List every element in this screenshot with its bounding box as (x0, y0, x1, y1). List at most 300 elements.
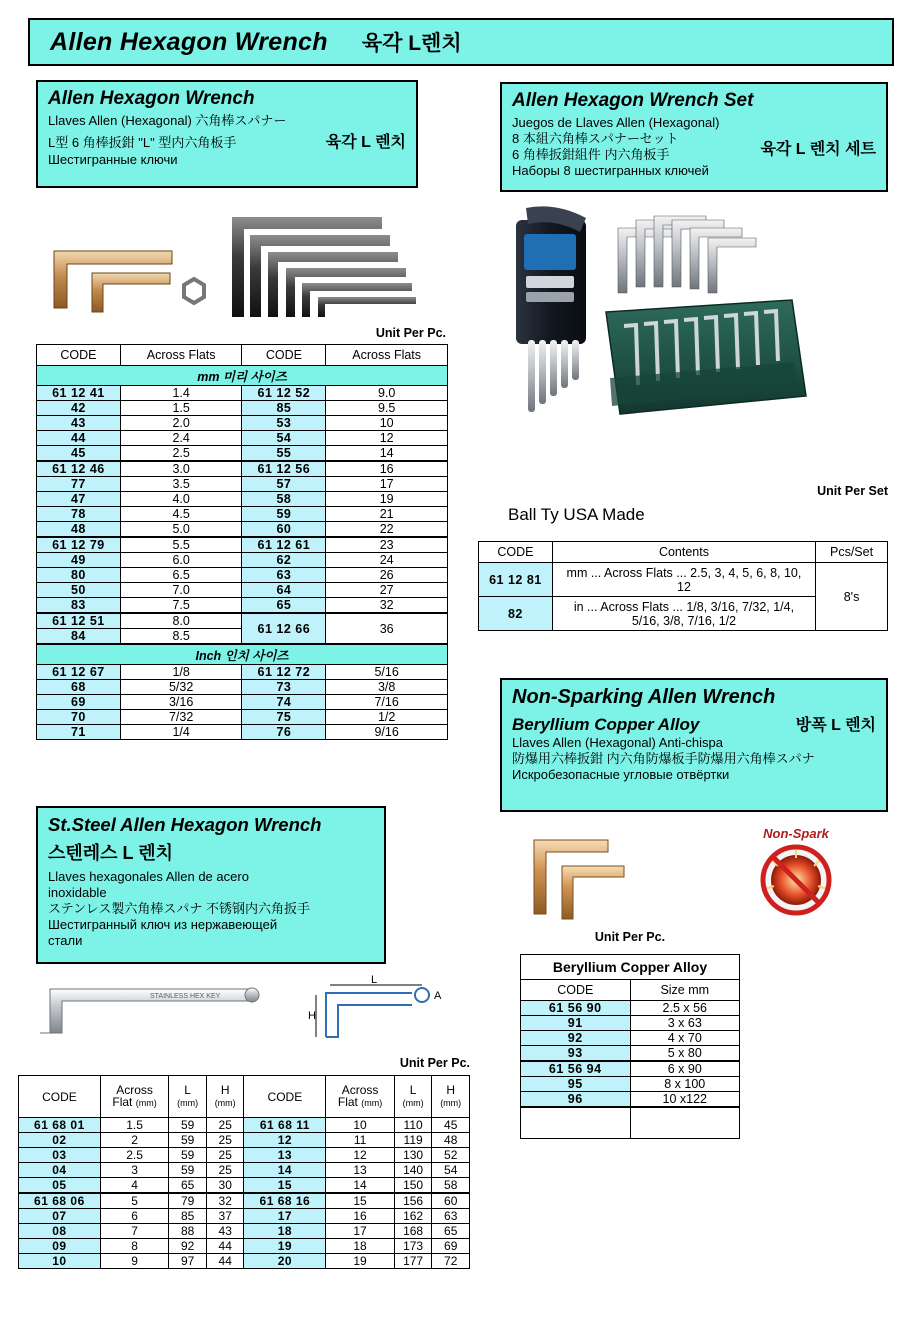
table-row (37, 522, 448, 538)
band-inch: Inch 인치 사이즈 (37, 644, 448, 665)
cell-code: 61 12 46 (37, 461, 121, 477)
cell-af: 2.5 (100, 1148, 169, 1163)
cell-l: 156 (394, 1193, 432, 1209)
st-steel-sub-1: Llaves hexagonales Allen de acero (48, 869, 249, 884)
cell-h: 32 (206, 1193, 244, 1209)
cell-value: 16 (326, 461, 448, 477)
cell-code: 95 (521, 1077, 631, 1092)
cell-code: 77 (37, 477, 121, 492)
cell-code: 57 (242, 477, 326, 492)
cell-h: 58 (432, 1178, 470, 1194)
cell-af: 16 (326, 1209, 395, 1224)
cell-code: 62 (242, 553, 326, 568)
st-steel-heading: St.Steel Allen Hexagon Wrench (48, 814, 322, 835)
cell-l: 79 (169, 1193, 207, 1209)
th-code: CODE (479, 542, 553, 563)
cell-l: 140 (394, 1163, 432, 1178)
cell-h: 44 (206, 1239, 244, 1254)
table-row (19, 1239, 470, 1254)
cell-code: 70 (37, 710, 121, 725)
th-code-left: CODE (19, 1076, 101, 1118)
cell-af: 8 (100, 1239, 169, 1254)
cell-code: 59 (242, 507, 326, 522)
cell-af: 10 (326, 1118, 395, 1133)
cell-code: 45 (37, 446, 121, 462)
cell-l: 168 (394, 1224, 432, 1239)
table-row (521, 1016, 740, 1031)
cell-l: 59 (169, 1133, 207, 1148)
cell-code: 14 (244, 1163, 326, 1178)
table-row (37, 583, 448, 598)
allen-wrench-korean: 육각 L 렌치 (325, 134, 406, 151)
page-title-korean: 육각 L렌치 (361, 32, 462, 55)
cell-code: 93 (521, 1046, 631, 1062)
cell-value: 36 (326, 613, 448, 644)
cell-h: 54 (432, 1163, 470, 1178)
table-row (19, 1118, 470, 1133)
th-size: Size mm (630, 980, 739, 1001)
cell-code: 78 (37, 507, 121, 522)
cell-code: 61 12 61 (242, 537, 326, 553)
cell-value: 1.4 (120, 386, 242, 401)
th-af-right: Across Flats (326, 345, 448, 366)
cell-value: 7/16 (326, 695, 448, 710)
cell-code: 96 (521, 1092, 631, 1108)
cell-value: 7.0 (120, 583, 242, 598)
cell-h: 25 (206, 1148, 244, 1163)
cell-code: 76 (242, 725, 326, 740)
cell-code: 61 68 16 (244, 1193, 326, 1209)
allen-wrench-illustration (36, 195, 436, 325)
cell-size: 2.5 x 56 (630, 1001, 739, 1016)
table-row (19, 1193, 470, 1209)
cell-code: 92 (521, 1031, 631, 1046)
table-row (37, 492, 448, 507)
cell-h: 72 (432, 1254, 470, 1269)
band-mm-row (37, 366, 448, 386)
table-row (37, 665, 448, 680)
cell-code: 74 (242, 695, 326, 710)
cell-code: 61 68 11 (244, 1118, 326, 1133)
cell-code: 85 (242, 401, 326, 416)
cell-value: 1.5 (120, 401, 242, 416)
cell-size: 10 x122 (630, 1092, 739, 1108)
table-row (521, 1077, 740, 1092)
cell-l: 59 (169, 1148, 207, 1163)
cell-value: 1/8 (120, 665, 242, 680)
cell-value: 7.5 (120, 598, 242, 614)
cell-code: 20 (244, 1254, 326, 1269)
cell-value: 24 (326, 553, 448, 568)
cell-code: 91 (521, 1016, 631, 1031)
th-code-right: CODE (244, 1076, 326, 1118)
cell-code: 61 12 56 (242, 461, 326, 477)
cell-h: 44 (206, 1254, 244, 1269)
cell-value: 22 (326, 522, 448, 538)
cell-code: 55 (242, 446, 326, 462)
cell-value: 8.5 (120, 629, 242, 645)
cell-code: 19 (244, 1239, 326, 1254)
st-steel-unit-label: Unit Per Pc. (399, 1056, 470, 1070)
cell-code: 61 12 51 (37, 613, 121, 629)
cell-size: 5 x 80 (630, 1046, 739, 1062)
cell-code: 61 12 79 (37, 537, 121, 553)
table-row-spacer (521, 1107, 740, 1139)
th-code-left: CODE (37, 345, 121, 366)
ball-type-caption: Ball Ty USA Made (508, 505, 645, 524)
allen-wrench-heading: Allen Hexagon Wrench (48, 88, 255, 109)
table-row (521, 1031, 740, 1046)
table-row (37, 680, 448, 695)
cell-value: 19 (326, 492, 448, 507)
cell-h: 69 (432, 1239, 470, 1254)
cell-h: 25 (206, 1163, 244, 1178)
table-header-row (37, 345, 448, 366)
cell-code: 61 68 06 (19, 1193, 101, 1209)
cell-value: 3/8 (326, 680, 448, 695)
table-row (37, 416, 448, 431)
cell-value: 9.5 (326, 401, 448, 416)
cell-code: 61 12 67 (37, 665, 121, 680)
cell-l: 130 (394, 1148, 432, 1163)
table-row (37, 710, 448, 725)
cell-code: 10 (19, 1254, 101, 1269)
cell-value: 5/32 (120, 680, 242, 695)
th-acrossflat-right: Across Flat (mm) (326, 1076, 395, 1118)
cell-l: 65 (169, 1178, 207, 1194)
table-row (37, 725, 448, 740)
cell-code: 61 68 01 (19, 1118, 101, 1133)
cell-code: 05 (19, 1178, 101, 1194)
cell-code: 60 (242, 522, 326, 538)
allen-wrench-sub-2: L型 6 角棒扳鉗 "L" 型内六角板手 (48, 135, 237, 150)
cell-h: 52 (432, 1148, 470, 1163)
cell-h: 65 (432, 1224, 470, 1239)
cell-value: 5.0 (120, 522, 242, 538)
st-steel-heading-box (36, 806, 386, 964)
cell-l: 162 (394, 1209, 432, 1224)
cell-code: 17 (244, 1209, 326, 1224)
bca-table-title: Beryllium Copper Alloy (521, 955, 740, 980)
cell-af: 6 (100, 1209, 169, 1224)
st-steel-korean: 스텐레스 L 렌치 (48, 843, 173, 863)
cell-code: 08 (19, 1224, 101, 1239)
cell-code: 69 (37, 695, 121, 710)
non-sparking-korean: 방폭 L 렌치 (795, 717, 876, 734)
cell-code: 44 (37, 431, 121, 446)
table-row (37, 537, 448, 553)
wrench-set-heading-box (500, 82, 888, 192)
cell-code: 42 (37, 401, 121, 416)
cell-l: 97 (169, 1254, 207, 1269)
cell-code: 12 (244, 1133, 326, 1148)
cell-code: 61 12 66 (242, 613, 326, 644)
cell-l: 85 (169, 1209, 207, 1224)
cell-h: 25 (206, 1118, 244, 1133)
wrench-set-sub-3: 6 角棒扳鉗組件 内六角板手 (512, 147, 670, 162)
cell-l: 59 (169, 1163, 207, 1178)
wrench-set-sub-2: 8 本組六角棒スパナーセット (512, 131, 679, 146)
cell-l: 150 (394, 1178, 432, 1194)
cell-value: 1/4 (120, 725, 242, 740)
cell-value: 3.5 (120, 477, 242, 492)
cell-code: 53 (242, 416, 326, 431)
cell-h: 43 (206, 1224, 244, 1239)
cell-code: 61 56 90 (521, 1001, 631, 1016)
th-pcs: Pcs/Set (816, 542, 888, 563)
svg-text:L: L (370, 975, 378, 986)
cell-code: 03 (19, 1148, 101, 1163)
cell-code: 61 56 94 (521, 1061, 631, 1077)
cell-value: 21 (326, 507, 448, 522)
th-code-right: CODE (242, 345, 326, 366)
cell-code: 04 (19, 1163, 101, 1178)
allen-wrench-sub-3: Шестигранные ключи (48, 152, 178, 167)
table-row (37, 461, 448, 477)
cell-code: 84 (37, 629, 121, 645)
table-row (521, 1092, 740, 1108)
allen-wrench-heading-box (36, 80, 418, 188)
allen-wrench-sub-1: Llaves Allen (Hexagonal) 六角棒スパナー (48, 113, 287, 128)
cell-value: 5/16 (326, 665, 448, 680)
cell-value: 2.4 (120, 431, 242, 446)
cell-value: 9/16 (326, 725, 448, 740)
cell-value: 32 (326, 598, 448, 614)
wrench-set-table (478, 541, 888, 631)
cell-af: 9 (100, 1254, 169, 1269)
cell-value: 27 (326, 583, 448, 598)
cell-size: 3 x 63 (630, 1016, 739, 1031)
table-row (37, 386, 448, 401)
cell-code: 15 (244, 1178, 326, 1194)
th-l-left: L (mm) (169, 1076, 207, 1118)
table-row (37, 598, 448, 614)
cell-h: 48 (432, 1133, 470, 1148)
cell-h: 45 (432, 1118, 470, 1133)
cell-code: 47 (37, 492, 121, 507)
th-acrossflat-left: Across Flat (mm) (100, 1076, 169, 1118)
cell-value: 4.5 (120, 507, 242, 522)
cell-value: 23 (326, 537, 448, 553)
wrench-set-korean: 육각 L 렌치 세트 (760, 140, 876, 158)
table-row (37, 553, 448, 568)
th-af-left: Across Flats (120, 345, 242, 366)
table-row (37, 446, 448, 462)
cell-value: 26 (326, 568, 448, 583)
cell-value: 2.5 (120, 446, 242, 462)
cell-code: 13 (244, 1148, 326, 1163)
cell-af: 15 (326, 1193, 395, 1209)
svg-text:A: A (434, 990, 442, 1002)
cell-code: 07 (19, 1209, 101, 1224)
cell-code: 64 (242, 583, 326, 598)
st-steel-sub-4: Шестигранный ключ из нержавеющей (48, 917, 278, 932)
non-sparking-heading: Non-Sparking Allen Wrench (512, 686, 776, 708)
cell-value: 7/32 (120, 710, 242, 725)
th-h-left: H (mm) (206, 1076, 244, 1118)
table-row (37, 431, 448, 446)
cell-code: 63 (242, 568, 326, 583)
cell-size: 4 x 70 (630, 1031, 739, 1046)
non-sparking-subheading: Beryllium Copper Alloy (512, 715, 700, 734)
cell-code: 82 (479, 597, 553, 631)
cell-value: 12 (326, 431, 448, 446)
cell-code: 18 (244, 1224, 326, 1239)
cell-value: 6.0 (120, 553, 242, 568)
cell-size: 6 x 90 (630, 1061, 739, 1077)
svg-text:H: H (308, 1010, 316, 1022)
st-steel-sub-5: стали (48, 933, 83, 948)
table-header-row (19, 1076, 470, 1118)
table-row (521, 1001, 740, 1016)
cell-l: 173 (394, 1239, 432, 1254)
cell-af: 11 (326, 1133, 395, 1148)
table-row (37, 613, 448, 629)
cell-code: 61 12 41 (37, 386, 121, 401)
cell-af: 18 (326, 1239, 395, 1254)
cell-code: 83 (37, 598, 121, 614)
page-title-bar (28, 18, 894, 66)
non-sparking-unit-label: Unit Per Pc. (594, 930, 666, 944)
cell-code: 61 12 81 (479, 563, 553, 597)
st-steel-illustration (30, 975, 470, 1055)
table-row (19, 1254, 470, 1269)
cell-af: 7 (100, 1224, 169, 1239)
cell-code: 58 (242, 492, 326, 507)
cell-code: 68 (37, 680, 121, 695)
table-title-row (521, 955, 740, 980)
cell-af: 19 (326, 1254, 395, 1269)
page-title: Allen Hexagon Wrench (50, 27, 328, 56)
table-row (37, 507, 448, 522)
cell-code: 49 (37, 553, 121, 568)
cell-value: 9.0 (326, 386, 448, 401)
set-unit-label: Unit Per Set (817, 484, 888, 498)
table-row (37, 477, 448, 492)
cell-value: 10 (326, 416, 448, 431)
table-row (521, 1061, 740, 1077)
cell-l: 119 (394, 1133, 432, 1148)
th-contents: Contents (552, 542, 815, 563)
band-mm: mm 미리 사이즈 (37, 366, 448, 386)
table-header-row (521, 980, 740, 1001)
table-row (19, 1163, 470, 1178)
cell-code: 73 (242, 680, 326, 695)
wrench-set-heading: Allen Hexagon Wrench Set (512, 90, 754, 111)
cell-code: 09 (19, 1239, 101, 1254)
table-row (19, 1178, 470, 1194)
st-steel-sub-2: inoxidable (48, 885, 107, 900)
cell-l: 92 (169, 1239, 207, 1254)
cell-value: 6.5 (120, 568, 242, 583)
cell-contents: mm ... Across Flats ... 2.5, 3, 4, 5, 6, 8, 10, 12 (552, 563, 815, 597)
cell-value: 4.0 (120, 492, 242, 507)
cell-l: 110 (394, 1118, 432, 1133)
cell-af: 2 (100, 1133, 169, 1148)
cell-af: 14 (326, 1178, 395, 1194)
cell-af: 17 (326, 1224, 395, 1239)
cell-code: 71 (37, 725, 121, 740)
table-row (19, 1224, 470, 1239)
non-sparking-sub-1: Llaves Allen (Hexagonal) Anti-chispa (512, 735, 724, 750)
table-row (37, 695, 448, 710)
cell-af: 12 (326, 1148, 395, 1163)
cell-value: 1/2 (326, 710, 448, 725)
st-steel-sub-3: ステンレス製六角棒スパナ 不锈钢内六角扳手 (48, 901, 310, 916)
wrench-set-illustration (498, 200, 898, 500)
cell-h: 25 (206, 1133, 244, 1148)
cell-af: 5 (100, 1193, 169, 1209)
th-code: CODE (521, 980, 631, 1001)
table-row (37, 401, 448, 416)
table-row (19, 1148, 470, 1163)
cell-value: 5.5 (120, 537, 242, 553)
cell-h: 37 (206, 1209, 244, 1224)
non-sparking-illustration (498, 826, 898, 938)
cell-code: 02 (19, 1133, 101, 1148)
cell-code: 75 (242, 710, 326, 725)
cell-af: 13 (326, 1163, 395, 1178)
table-row (521, 1046, 740, 1062)
non-sparking-sub-2: 防爆用六棒扳鉗 内六角防爆板手防爆用六角棒スパナ (512, 751, 815, 766)
wrench-set-sub-1: Juegos de Llaves Allen (Hexagonal) (512, 115, 720, 130)
non-sparking-heading-box (500, 678, 888, 812)
cell-value: 2.0 (120, 416, 242, 431)
cell-l: 177 (394, 1254, 432, 1269)
cell-h: 60 (432, 1193, 470, 1209)
svg-text:STAINLESS HEX KEY: STAINLESS HEX KEY (150, 993, 221, 1000)
cell-h: 30 (206, 1178, 244, 1194)
band-inch-row (37, 644, 448, 665)
non-sparking-table (520, 954, 740, 1139)
cell-value: 3/16 (120, 695, 242, 710)
table-row (19, 1133, 470, 1148)
cell-value: 14 (326, 446, 448, 462)
cell-value: 8.0 (120, 613, 242, 629)
st-steel-table (18, 1075, 470, 1269)
cell-pcs: 8's (816, 563, 888, 631)
cell-af: 4 (100, 1178, 169, 1194)
cell-code: 65 (242, 598, 326, 614)
wrench-set-sub-4: Наборы 8 шестигранных ключей (512, 163, 709, 178)
cell-code: 80 (37, 568, 121, 583)
cell-value: 3.0 (120, 461, 242, 477)
table-row (37, 568, 448, 583)
non-sparking-sub-3: Искробезопасные угловые отвёртки (512, 767, 730, 782)
allen-unit-label: Unit Per Pc. (375, 326, 446, 340)
cell-code: 61 12 72 (242, 665, 326, 680)
cell-empty (630, 1107, 739, 1139)
cell-code: 54 (242, 431, 326, 446)
cell-af: 1.5 (100, 1118, 169, 1133)
cell-h: 63 (432, 1209, 470, 1224)
cell-l: 88 (169, 1224, 207, 1239)
cell-af: 3 (100, 1163, 169, 1178)
table-header-row (479, 542, 888, 563)
cell-code: 48 (37, 522, 121, 538)
cell-empty (521, 1107, 631, 1139)
cell-l: 59 (169, 1118, 207, 1133)
th-l-right: L (mm) (394, 1076, 432, 1118)
cell-code: 61 12 52 (242, 386, 326, 401)
table-row (479, 563, 888, 597)
cell-contents: in ... Across Flats ... 1/8, 3/16, 7/32, 1/4, 5/16, 3/8, 7/16, 1/2 (552, 597, 815, 631)
th-h-right: H (mm) (432, 1076, 470, 1118)
table-row (19, 1209, 470, 1224)
cell-value: 17 (326, 477, 448, 492)
allen-wrench-table (36, 344, 448, 740)
cell-code: 50 (37, 583, 121, 598)
